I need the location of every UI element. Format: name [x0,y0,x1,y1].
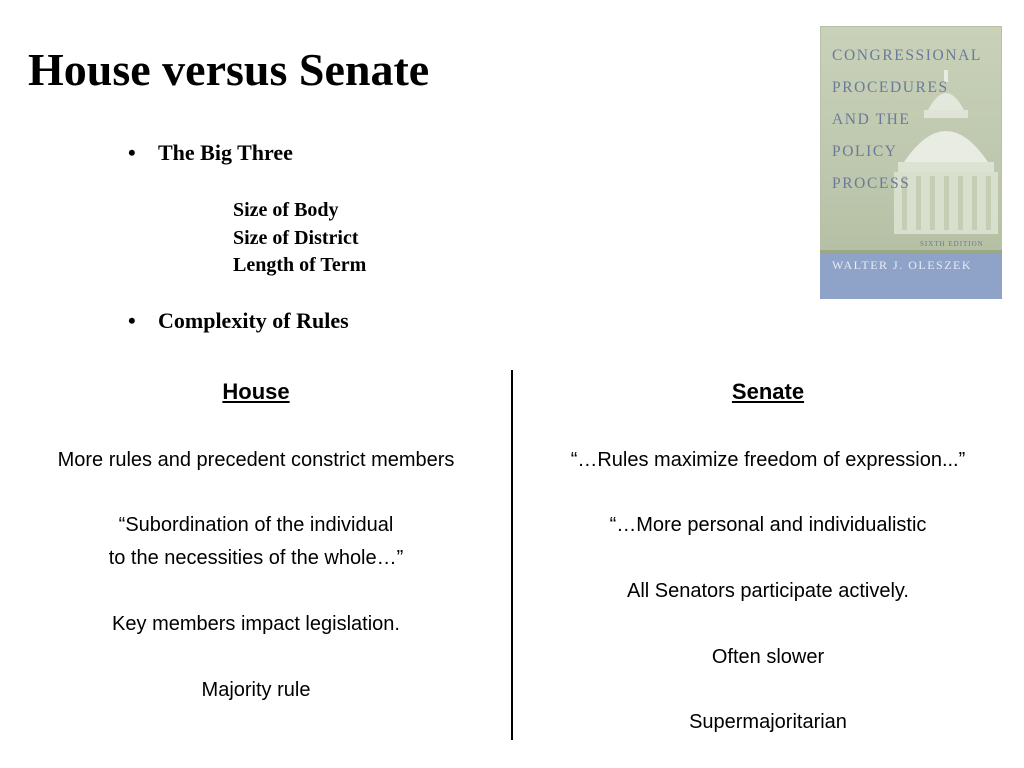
house-point: Key members impact legislation. [112,613,400,635]
senate-point: Often slower [711,646,825,668]
book-edition-text: SIXTH EDITION [920,240,984,248]
bullet-complexity-label: Complexity of Rules [158,308,349,333]
book-cover-image [820,26,1002,299]
bullet-big-three-label: The Big Three [158,140,293,165]
senate-point: “…Rules maximize freedom of expression...” [570,449,966,471]
bullet-marker: • [128,308,136,333]
senate-point: Supermajoritarian [689,711,847,733]
bullet-big-three [128,140,293,166]
sub-item-size-of-body: Size of Body [233,199,339,221]
slide-title: House versus Senate [28,44,430,95]
sub-item-size-of-district: Size of District [233,226,359,249]
house-point: Majority rule [201,679,311,701]
senate-column [518,378,1018,733]
house-heading: House [222,379,290,404]
big-three-list [233,197,366,280]
sub-item-length-of-term: Length of Term [233,254,367,276]
book-title-text: CONGRESSIONAL PROCEDURES AND THE POLICY PROCESS [832,47,982,192]
column-divider [511,370,513,740]
senate-heading: Senate [731,379,805,404]
book-author-text: WALTER J. OLESZEK [832,258,973,272]
senate-point: “…More personal and individualistic [609,514,927,536]
house-point: “Subordination of the individual [118,514,394,536]
senate-point: All Senators participate actively. [627,580,909,602]
house-point: More rules and precedent constrict members [57,449,455,471]
house-point: to the necessities of the whole…” [108,547,404,569]
bullet-marker: • [128,140,136,165]
bullet-complexity-of-rules [128,308,349,334]
house-column [6,378,506,701]
